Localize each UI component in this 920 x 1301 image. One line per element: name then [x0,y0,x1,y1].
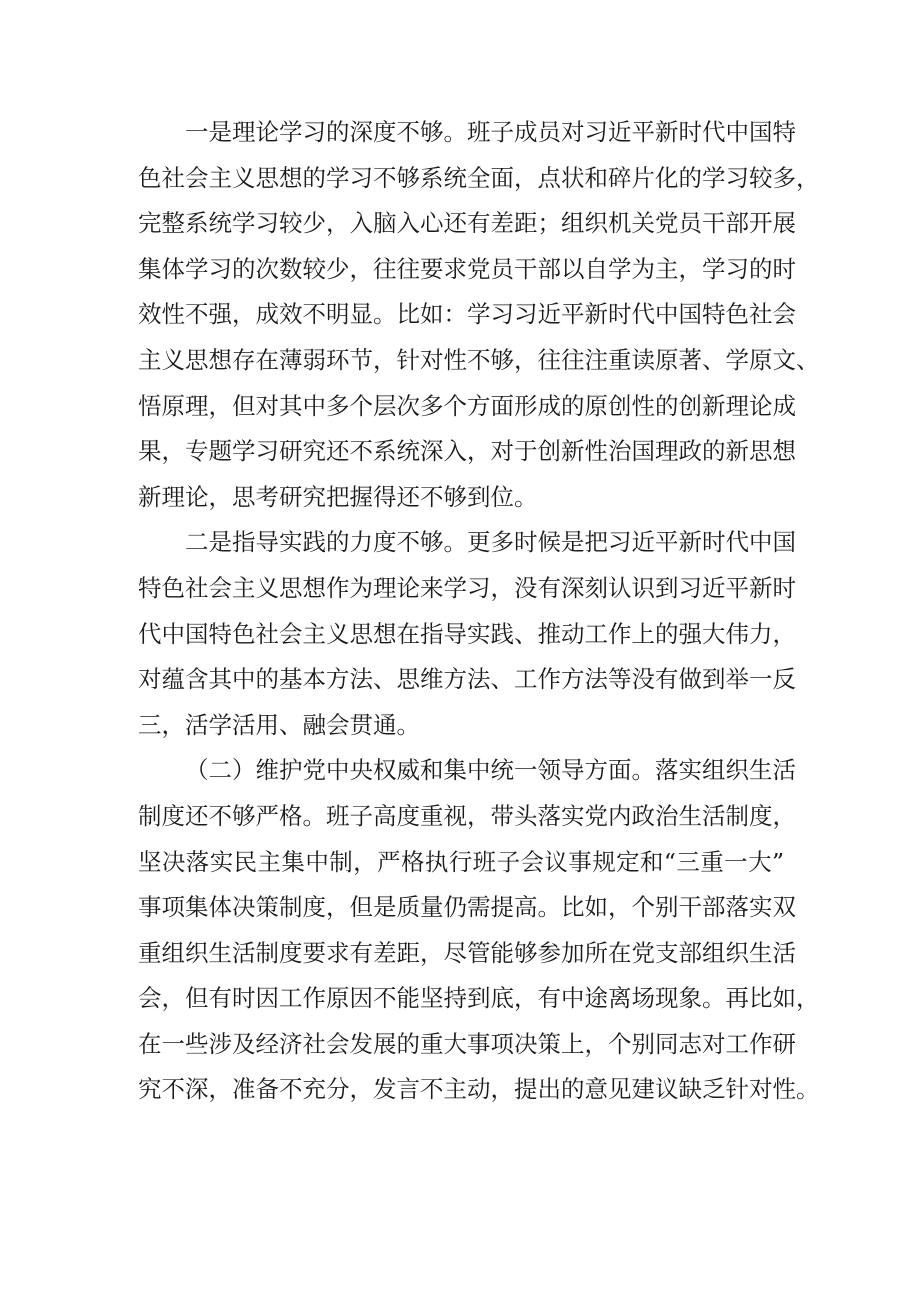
paragraph-line: 集体学习的次数较少，往往要求党员干部以自学为主，学习的时 [138,254,796,283]
paragraph-line: 事项集体决策制度，但是质量仍需提高。比如，个别干部落实双 [138,893,796,922]
paragraph-practice-guidance [138,520,796,748]
paragraph-line: 会，但有时因工作原因不能坚持到底，有中途离场现象。再比如， [138,984,820,1013]
paragraph-line: 完整系统学习较少，入脑入心还有差距；组织机关党员干部开展 [138,209,796,238]
paragraph-line: 坚决落实民主集中制，严格执行班子会议事规定和“三重一大” [138,847,784,876]
paragraph-line: 果，专题学习研究还不系统深入，对于创新性治国理政的新思想 [138,437,796,466]
paragraph-line: 代中国特色社会主义思想在指导实践、推动工作上的强大伟力， [138,619,796,648]
paragraph-line: 在一些涉及经济社会发展的重大事项决策上，个别同志对工作研 [138,1029,796,1058]
paragraph-line: 制度还不够严格。班子高度重视，带头落实党内政治生活制度， [138,801,796,830]
paragraph-line: 究不深，准备不充分，发言不主动，提出的意见建议缺乏针对性。 [138,1075,820,1104]
paragraph-line: 主义思想存在薄弱环节，针对性不够，往往注重读原著、学原文、 [138,345,820,374]
paragraph-theory-study [138,110,820,520]
paragraph-line: 特色社会主义思想作为理论来学习，没有深刻认识到习近平新时 [138,573,796,602]
paragraph-line: 重组织生活制度要求有差距，尽管能够参加所在党支部组织生活 [138,938,796,967]
document-body [138,110,820,1113]
paragraph-line: 新理论，思考研究把握得还不够到位。 [138,482,538,511]
paragraph-line: （二）维护党中央权威和集中统一领导方面。落实组织生活 [185,756,796,785]
paragraph-line: 色社会主义思想的学习不够系统全面，点状和碎片化的学习较多， [138,163,820,192]
paragraph-line: 悟原理，但对其中多个层次多个方面形成的原创性的创新理论成 [138,391,796,420]
paragraph-line: 三，活学活用、融会贯通。 [138,710,420,739]
paragraph-line: 一是理论学习的深度不够。班子成员对习近平新时代中国特 [185,118,796,146]
paragraph-central-authority [138,748,820,1113]
paragraph-line: 二是指导实践的力度不够。更多时候是把习近平新时代中国 [185,528,796,557]
paragraph-line: 效性不强，成效不明显。比如：学习习近平新时代中国特色社会 [138,300,796,329]
paragraph-line: 对蕴含其中的基本方法、思维方法、工作方法等没有做到举一反 [138,665,796,694]
